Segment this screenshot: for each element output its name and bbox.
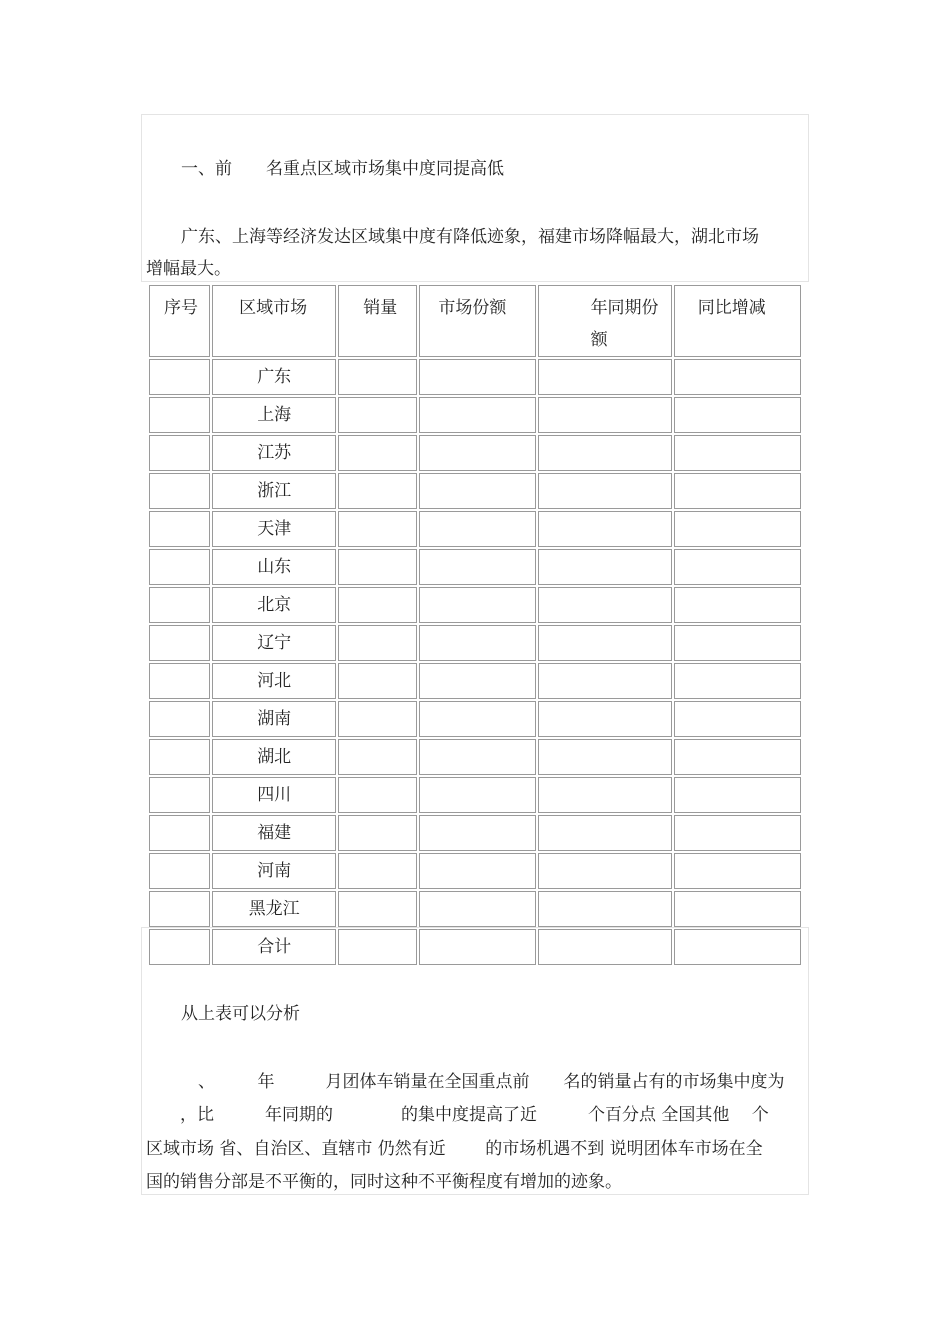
sales-cell [338,739,417,775]
yoy-change-cell [674,739,801,775]
yoy-change-cell [674,435,801,471]
region-cell: 河南 [212,853,336,889]
market-share-cell [419,777,535,813]
market-share-cell [419,511,535,547]
yoy-change-cell [674,777,801,813]
yoy-change-cell [674,359,801,395]
market-share-cell [419,701,535,737]
index-cell [149,511,210,547]
region-cell: 山东 [212,549,336,585]
header-market-share [419,285,535,357]
sales-cell [338,663,417,699]
table-row [149,587,801,623]
market-share-cell [419,815,535,851]
index-cell [149,397,210,433]
sales-cell [338,397,417,433]
prior-year-share-cell [538,853,672,889]
region-cell: 河北 [212,663,336,699]
index-cell [149,625,210,661]
sales-cell [338,359,417,395]
prior-year-share-cell [538,891,672,927]
prior-year-share-cell [538,511,672,547]
prior-year-share-cell [538,739,672,775]
sales-cell [338,587,417,623]
header-sales-label: 销量 [363,298,398,318]
region-cell: 辽宁 [212,625,336,661]
index-cell [149,473,210,509]
header-sales [338,285,417,357]
yoy-change-cell [674,815,801,851]
prior-year-share-cell [538,397,672,433]
header-region [212,285,336,357]
table-row [149,473,801,509]
prior-year-share-cell [538,473,672,509]
prior-year-share-cell [538,663,672,699]
sales-cell [338,473,417,509]
yoy-change-cell [674,853,801,889]
header-prior-year-share [538,285,672,357]
yoy-change-cell [674,663,801,699]
prior-year-share-cell [538,777,672,813]
yoy-change-cell [674,891,801,927]
prior-year-share-cell [538,625,672,661]
market-share-cell [419,359,535,395]
table-row [149,777,801,813]
region-cell: 黑龙江 [212,891,336,927]
market-share-cell [419,549,535,585]
header-yoy-change-label: 同比增减 [697,298,766,318]
sales-cell [338,435,417,471]
index-cell [149,853,210,889]
intro-line-2: 增幅最大。 [146,259,231,279]
region-cell: 浙江 [212,473,336,509]
yoy-change-cell [674,549,801,585]
yoy-change-cell [674,587,801,623]
table-row [149,435,801,471]
sales-cell [338,777,417,813]
prior-year-share-cell [538,549,672,585]
yoy-change-cell [674,473,801,509]
table-row [149,625,801,661]
region-cell: 江苏 [212,435,336,471]
region-cell: 天津 [212,511,336,547]
region-cell: 广东 [212,359,336,395]
analysis-line-3: 区域市场 省、自治区、直辖市 仍然有近 的市场机遇不到 说明团体车市场在全 [146,1139,763,1159]
table-row [149,511,801,547]
prior-year-share-cell [538,435,672,471]
upper-frame [141,114,809,282]
intro-line-1: 广东、上海等经济发达区域集中度有降低迹象，福建市场降幅最大，湖北市场 [181,227,759,247]
yoy-change-cell [674,625,801,661]
yoy-change-cell [674,397,801,433]
analysis-line-4: 国的销售分部是不平衡的，同时这种不平衡程度有增加的迹象。 [146,1172,622,1192]
header-market-share-label: 市场份额 [438,298,507,318]
index-cell [149,739,210,775]
index-cell [149,435,210,471]
table-row [149,663,801,699]
table-header-row [149,285,801,357]
prior-year-share-cell [538,587,672,623]
region-cell: 北京 [212,587,336,623]
sales-cell [338,625,417,661]
market-share-cell [419,473,535,509]
region-cell: 四川 [212,777,336,813]
market-share-cell [419,853,535,889]
region-cell: 湖北 [212,739,336,775]
index-cell [149,815,210,851]
market-share-cell [419,435,535,471]
region-cell: 湖南 [212,701,336,737]
index-cell [149,777,210,813]
yoy-change-cell [674,511,801,547]
table-body [149,359,801,965]
region-cell: 合计 [212,929,336,965]
region-cell: 上海 [212,397,336,433]
header-index [149,285,210,357]
sales-cell [338,549,417,585]
prior-year-share-cell [538,815,672,851]
market-share-cell [419,739,535,775]
header-yoy-change [674,285,801,357]
analysis-line-2: ，比 年同期的 的集中度提高了近 个百分点 全国其他 个 [146,1105,769,1125]
index-cell [149,359,210,395]
region-market-table [147,283,803,967]
prior-year-share-cell [538,701,672,737]
table-row [149,891,801,927]
market-share-cell [419,891,535,927]
region-cell: 福建 [212,815,336,851]
table-row [149,815,801,851]
market-share-cell [419,397,535,433]
sales-cell [338,815,417,851]
market-share-cell [419,587,535,623]
index-cell [149,891,210,927]
table-row [149,853,801,889]
market-share-cell [419,663,535,699]
header-index-label: 序号 [164,298,198,318]
table-row [149,397,801,433]
sales-cell [338,853,417,889]
analysis-line-1: 、 年 月团体车销量在全国重点前 名的销量占有的市场集中度为 [181,1072,785,1092]
yoy-change-cell [674,701,801,737]
table-row [149,549,801,585]
table-row [149,701,801,737]
table-row [149,739,801,775]
sales-cell [338,701,417,737]
header-region-label: 区域市场 [239,298,308,318]
analysis-title: 从上表可以分析 [181,1004,300,1024]
sales-cell [338,511,417,547]
index-cell [149,587,210,623]
prior-year-share-cell [538,359,672,395]
index-cell [149,663,210,699]
index-cell [149,549,210,585]
market-share-cell [419,625,535,661]
sales-cell [338,891,417,927]
table-row [149,359,801,395]
section-heading: 一、前 名重点区域市场集中度同提高低 [181,159,504,179]
index-cell [149,701,210,737]
header-prior-year-share-label: 年同期份额 [590,298,659,350]
